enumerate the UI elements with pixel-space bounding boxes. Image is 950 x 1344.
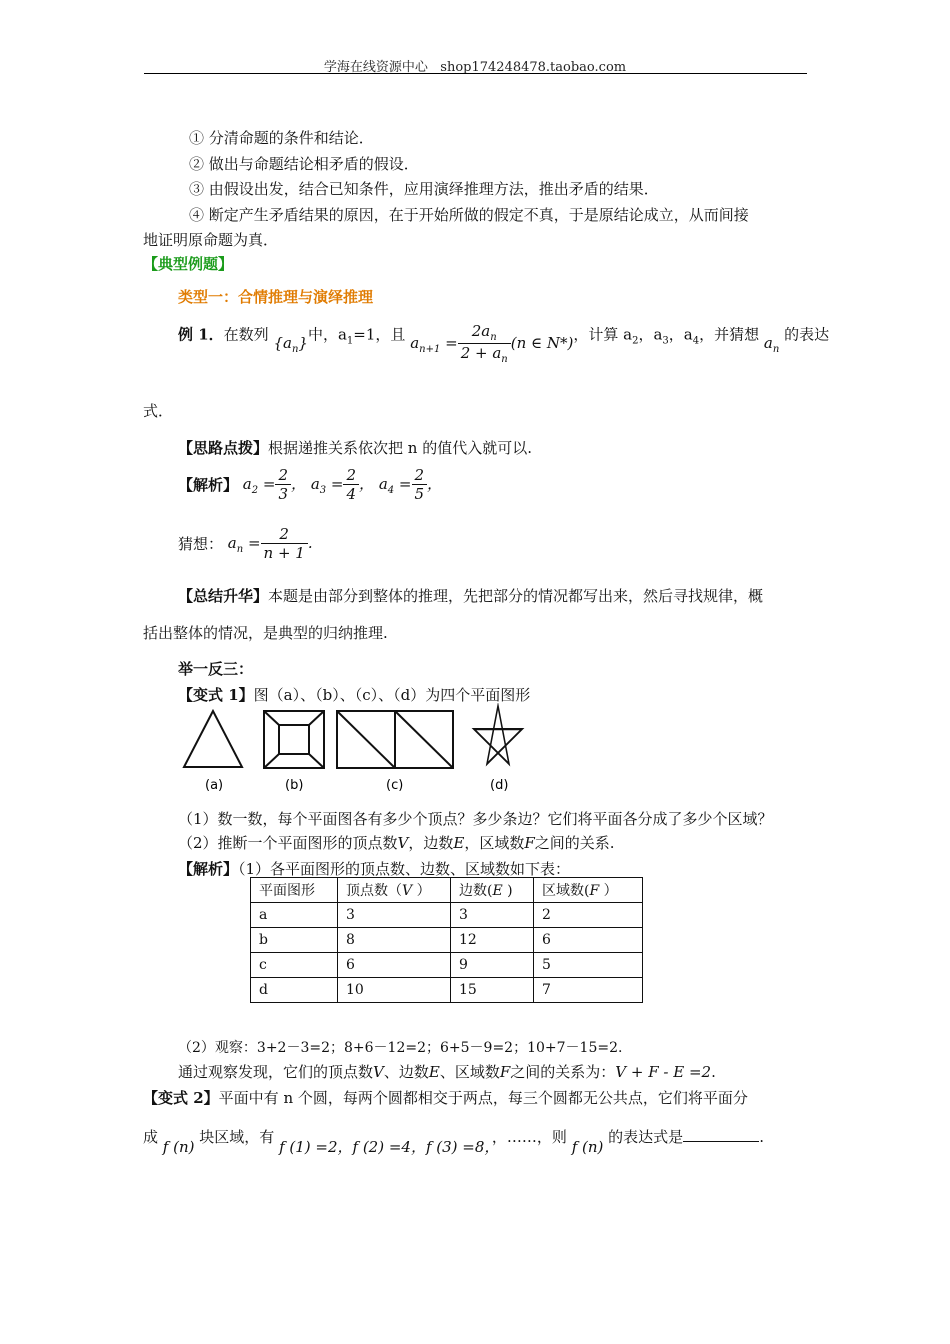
variant-1	[178, 684, 530, 705]
figure-b	[264, 711, 324, 768]
q2-text: （2）推断一个平面图形的顶点数	[178, 834, 398, 852]
q2-text: ，边数	[408, 834, 454, 852]
figure-c	[337, 711, 453, 768]
f-values: f (1) =2，f (2) =4，f (3) =8，	[279, 1138, 492, 1156]
var-v: V	[373, 1063, 384, 1081]
a2-result: $a_2$ = $\frac{2}{3}$ ，	[242, 466, 307, 503]
table-cell: 3	[338, 903, 451, 928]
example-label: 例 1．	[178, 325, 224, 344]
table-row	[251, 953, 643, 978]
var-e: E	[453, 834, 465, 852]
table-cell: 8	[338, 928, 451, 953]
solution2-label: 【解析】	[178, 860, 239, 878]
guess	[178, 525, 313, 562]
table-header: 顶点数（V ）	[338, 878, 451, 903]
euler-formula: V + F - E =2	[615, 1063, 712, 1081]
header-divider	[144, 73, 807, 74]
step-2: ② 做出与命题结论相矛盾的假设．	[189, 155, 419, 173]
section-title: 【典型例题】	[143, 255, 234, 273]
q2-text: 之间的关系.	[534, 834, 615, 852]
guess-formula: $a_n$ = $\frac{2}{n + 1}$ .	[227, 525, 313, 562]
q2-text: ，区域数	[464, 834, 525, 852]
variant-2	[143, 1087, 748, 1108]
header-title: 学海在线资源中心	[323, 60, 428, 75]
fn-symbol: f (n)	[162, 1138, 195, 1156]
example-text: ，a	[638, 325, 663, 344]
table-cell: 15	[451, 978, 534, 1003]
variant1-q2	[178, 832, 615, 853]
example-text: =1，且	[353, 325, 406, 344]
table-cell: a	[251, 903, 338, 928]
variant2-cont	[143, 1126, 764, 1157]
summary	[178, 585, 763, 606]
fn-symbol: f (n)	[571, 1138, 604, 1156]
var-f: F	[499, 1063, 511, 1081]
variant2-text: 成	[143, 1128, 159, 1146]
conclusion: 通过观察发现，它们的顶点数V、边数E、区域数F之间的关系为：V + F - E =2.	[178, 1063, 716, 1081]
step-4-cont: 地证明原命题为真．	[143, 231, 279, 249]
conclusion-text: 之间的关系为：	[510, 1063, 616, 1081]
table-cell: 5	[534, 953, 643, 978]
solution-1	[178, 466, 442, 503]
example-text: 在数列	[223, 325, 269, 344]
figure-label-b: (b)	[285, 778, 304, 793]
conclusion-text: 通过观察发现，它们的顶点数	[178, 1063, 374, 1081]
variant2-label: 【变式 2】	[143, 1089, 219, 1107]
var-f: F	[524, 834, 535, 852]
example-cont: 式．	[143, 402, 174, 420]
table-row	[251, 978, 643, 1003]
conclusion-text: 、边数	[383, 1063, 429, 1081]
variant2-text: 的表达式是	[608, 1128, 684, 1146]
guess-label: 猜想：	[178, 535, 224, 553]
table-cell: c	[251, 953, 338, 978]
step-3: ③ 由假设出发，结合已知条件，应用演绎推理方法，推出矛盾的结果．	[189, 180, 659, 198]
table-header: 区域数(F ）	[534, 878, 643, 903]
solution2-text: （1）各平面图形的顶点数、边数、区域数如下表：	[238, 860, 571, 878]
seq-an: $\{a_n\}$	[273, 333, 308, 355]
header-shop: shop174248478.taobao.com	[440, 60, 627, 75]
hint-label: 【思路点拨】	[178, 439, 269, 457]
figure-label-d: (d)	[490, 778, 509, 793]
table-header: 平面图形	[251, 878, 338, 903]
plane-figures	[178, 703, 548, 798]
table-cell: 6	[534, 928, 643, 953]
table-cell: d	[251, 978, 338, 1003]
variant2-text: .	[759, 1128, 764, 1146]
an-symbol: $a_n$	[763, 333, 780, 355]
step-4: ④ 断定产生矛盾结果的原因，在于开始所做的假定不真，于是原结论成立，从而间接	[189, 206, 749, 224]
example-text: 中，a	[307, 325, 347, 344]
hint	[178, 437, 532, 458]
solution-label: 【解析】	[178, 476, 239, 494]
figure-label-a: (a)	[205, 778, 224, 793]
recurrence: $a_{n+1}$ = $\frac{2a_n}{2 + a_n}$ (n ∈ N*)	[410, 322, 574, 365]
table-cell: 2	[534, 903, 643, 928]
variant2-text: 平面中有 n 个圆，每两个圆都相交于两点，每三个圆都无公共点，它们将平面分	[218, 1089, 748, 1107]
example-text: ，计算 a	[573, 325, 633, 344]
table-cell: 12	[451, 928, 534, 953]
table-row	[251, 928, 643, 953]
var-v: V	[397, 834, 409, 852]
table-cell: 9	[451, 953, 534, 978]
var-e: E	[428, 1063, 440, 1081]
answer-blank[interactable]	[683, 1129, 759, 1142]
table-header: 边数(E )	[451, 878, 534, 903]
table-cell: 7	[534, 978, 643, 1003]
variant1-label: 【变式 1】	[178, 686, 254, 704]
variant1-q1: （1）数一数，每个平面图各有多少个顶点？多少条边？它们将平面各分成了多少个区域？	[178, 810, 773, 828]
data-table	[250, 877, 643, 1003]
observation: （2）观察：3+2－3=2；8+6－12=2；6+5－9=2；10+7－15=2.	[178, 1040, 623, 1056]
variant2-text: ，……，则	[491, 1128, 567, 1146]
summary-cont: 括出整体的情况，是典型的归纳推理.	[143, 624, 388, 642]
practice-title: 举一反三：	[178, 660, 254, 678]
example-1: 例 1．在数列 $\{a_n\}$中，$a_1=1$，且 $a_{n+1}$ = $\frac{2a_n}{2 + a_n}$ (n ∈ N*)，计算 $a_2$，$a_3$，$a_4$，并猜想 $a_n$ 的表达	[178, 322, 830, 365]
hint-text: 根据递推关系依次把 n 的值代入就可以.	[268, 439, 532, 457]
table-cell: 6	[338, 953, 451, 978]
step-1: ① 分清命题的条件和结论．	[189, 129, 374, 147]
solution-2	[178, 858, 570, 879]
example-text: ，a	[668, 325, 693, 344]
variant1-text: 图（a）、（b）、（c）、（d）为四个平面图形	[253, 686, 531, 704]
table-cell: 3	[451, 903, 534, 928]
conclusion-text: 、区域数	[439, 1063, 500, 1081]
table-row	[251, 903, 643, 928]
figure-a	[184, 711, 242, 767]
summary-label: 【总结升华】	[178, 587, 269, 605]
table-cell: 10	[338, 978, 451, 1003]
figure-d	[474, 706, 522, 764]
example-text: ，并猜想	[699, 325, 760, 344]
table-cell: b	[251, 928, 338, 953]
summary-text: 本题是由部分到整体的推理，先把部分的情况都写出来，然后寻找规律，概	[268, 587, 764, 605]
type-title: 类型一：合情推理与演绎推理	[178, 288, 374, 306]
example-text: 的表达	[784, 325, 830, 344]
table-header-row	[251, 878, 643, 903]
a4-result: $a_4$ = $\frac{2}{5}$ ，	[378, 466, 443, 503]
variant2-text: 块区域，有	[199, 1128, 275, 1146]
a3-result: $a_3$ = $\frac{2}{4}$ ，	[310, 466, 375, 503]
figure-label-c: (c)	[386, 778, 404, 793]
